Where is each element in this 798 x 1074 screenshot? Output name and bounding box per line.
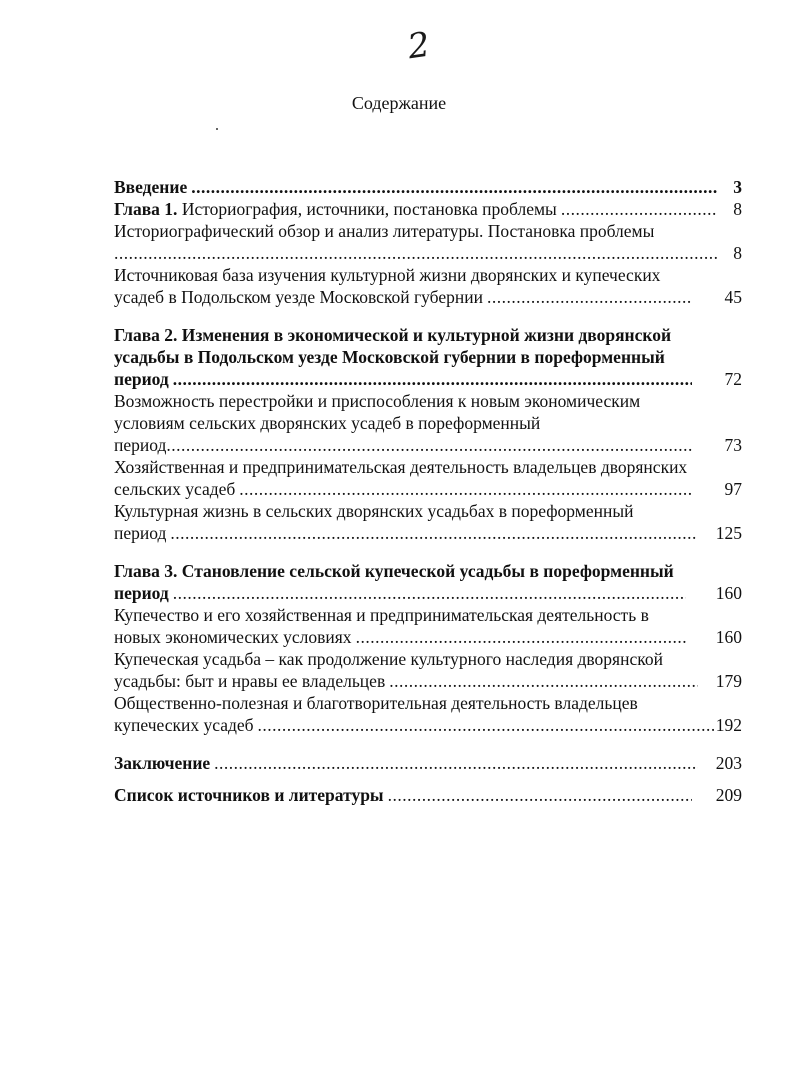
toc-label: период bbox=[114, 583, 169, 603]
toc-page: 209 bbox=[715, 785, 742, 805]
toc-page: 97 bbox=[724, 479, 742, 499]
toc-entry-ch1-s1-leader[interactable] bbox=[114, 242, 742, 264]
toc-page: 72 bbox=[724, 369, 742, 389]
toc-label: усадеб в Подольском уезде Московской губернии bbox=[114, 287, 483, 307]
toc-entry-conclusion[interactable] bbox=[114, 752, 742, 774]
toc-page: 179 bbox=[715, 671, 742, 691]
toc-page: 192 bbox=[715, 715, 742, 735]
toc-entry-chapter-2-line2[interactable]: усадьбы в Подольском уезде Московской губернии в пореформенный bbox=[114, 347, 665, 367]
toc-label: период bbox=[114, 369, 169, 389]
toc-entry-ch3-s3-line1[interactable]: Общественно-полезная и благотворительная деятельность владельцев bbox=[114, 693, 638, 713]
toc-label: Введение bbox=[114, 177, 188, 197]
toc-entry-sources[interactable] bbox=[114, 784, 742, 806]
toc-entry-ch3-s1-line2[interactable] bbox=[114, 626, 742, 648]
toc-label: период bbox=[114, 523, 167, 543]
toc-label: усадьбы: быт и нравы ее владельцев bbox=[114, 671, 386, 691]
toc-page: 8 bbox=[733, 199, 742, 219]
dot-leader bbox=[170, 522, 697, 544]
toc-entry-ch2-s1-line1[interactable]: Возможность перестройки и приспособления к новым экономическим bbox=[114, 391, 641, 411]
toc-entry-ch3-s3-line2[interactable] bbox=[114, 714, 742, 736]
toc-page: 73 bbox=[724, 435, 742, 455]
handwritten-page-number: 2 bbox=[405, 24, 433, 68]
dot-leader bbox=[166, 434, 692, 456]
toc-chapter-number: Глава 1. bbox=[114, 199, 178, 219]
toc-entry-ch3-s1-line1[interactable]: Купечество и его хозяйственная и предпринимательская деятельность в bbox=[114, 605, 649, 625]
table-of-contents bbox=[114, 0, 742, 1074]
toc-entry-ch1-s2-line1[interactable]: Источниковая база изучения культурной жизни дворянских и купеческих bbox=[114, 265, 661, 285]
toc-entry-ch2-s2-line2[interactable] bbox=[114, 478, 742, 500]
toc-label: период bbox=[114, 435, 167, 455]
page-title: Содержание bbox=[351, 93, 447, 113]
toc-page: 125 bbox=[715, 523, 742, 543]
toc-entry-ch2-s1-line3[interactable] bbox=[114, 434, 742, 456]
toc-entry-ch1-s1-line1[interactable]: Историографический обзор и анализ литературы. Постановка проблемы bbox=[114, 221, 655, 241]
dot-leader bbox=[258, 714, 714, 736]
dot-leader bbox=[389, 670, 698, 692]
toc-entry-chapter-2-line1[interactable]: Глава 2. Изменения в экономической и культурной жизни дворянской bbox=[114, 325, 672, 345]
toc-entry-chapter-1[interactable] bbox=[114, 198, 742, 220]
toc-entry-ch2-s3-line1[interactable]: Культурная жизнь в сельских дворянских усадьбах в пореформенный bbox=[114, 501, 634, 521]
toc-label: Историография, источники, постановка проблемы bbox=[181, 199, 557, 219]
toc-entry-intro[interactable] bbox=[114, 176, 742, 198]
toc-label: Заключение bbox=[114, 753, 211, 773]
toc-label: сельских усадеб bbox=[114, 479, 236, 499]
dot-leader bbox=[487, 286, 692, 308]
dot-leader bbox=[173, 582, 686, 604]
dot-leader bbox=[173, 368, 692, 390]
dot-leader bbox=[388, 784, 692, 806]
toc-entry-chapter-2-line3[interactable] bbox=[114, 368, 742, 390]
toc-entry-ch2-s2-line1[interactable]: Хозяйственная и предпринимательская деятельность владельцев дворянских bbox=[114, 457, 688, 477]
toc-page: 3 bbox=[733, 177, 742, 197]
dot-leader bbox=[191, 176, 718, 198]
toc-entry-ch3-s2-line2[interactable] bbox=[114, 670, 742, 692]
toc-page: 8 bbox=[733, 243, 742, 263]
toc-label: Список источников и литературы bbox=[114, 785, 384, 805]
toc-page: 160 bbox=[715, 627, 742, 647]
toc-entry-ch2-s1-line2[interactable]: условиям сельских дворянских усадеб в пореформенный bbox=[114, 413, 541, 433]
toc-entry-chapter-3-line2[interactable] bbox=[114, 582, 742, 604]
dot-leader bbox=[239, 478, 692, 500]
dot-leader bbox=[114, 242, 718, 264]
toc-label: новых экономических условиях bbox=[114, 627, 352, 647]
toc-entry-ch1-s2-line2[interactable] bbox=[114, 286, 742, 308]
dot-leader bbox=[214, 752, 698, 774]
toc-entry-ch2-s3-line2[interactable] bbox=[114, 522, 742, 544]
toc-page: 203 bbox=[715, 753, 742, 773]
toc-page: 160 bbox=[715, 583, 742, 603]
dot-leader bbox=[561, 198, 718, 220]
toc-entry-chapter-3-line1[interactable]: Глава 3. Становление сельской купеческой усадьбы в пореформенный bbox=[114, 561, 674, 581]
toc-label: купеческих усадеб bbox=[114, 715, 254, 735]
toc-entry-ch3-s2-line1[interactable]: Купеческая усадьба – как продолжение культурного наследия дворянской bbox=[114, 649, 663, 669]
toc-page: 45 bbox=[724, 287, 742, 307]
dot-leader bbox=[356, 626, 686, 648]
